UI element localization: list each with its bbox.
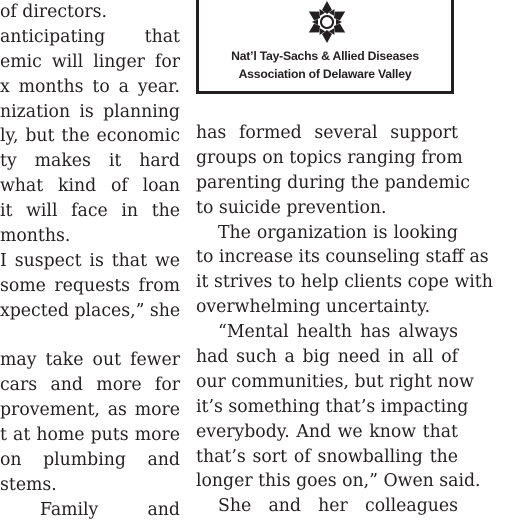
left-line: some requests from: [0, 275, 180, 296]
right-line: The organization is looking: [218, 222, 458, 243]
left-line: on plumbing and: [0, 450, 180, 471]
right-line: to suicide prevention.: [196, 197, 387, 218]
left-line: months.: [0, 226, 71, 247]
left-line: of directors.: [0, 2, 108, 22]
left-line: stems.: [0, 474, 57, 495]
right-line: overwhelming uncertainty.: [196, 297, 431, 318]
right-line: it’s something that’s impacting: [196, 396, 469, 417]
right-line: “Mental health has always: [218, 322, 458, 343]
right-line: everybody. And we know that: [196, 421, 458, 442]
left-line: ly, but the economic: [0, 126, 180, 147]
left-line: ty makes it hard: [0, 151, 180, 172]
right-line: has formed several support: [196, 123, 458, 143]
right-line: that’s sort of snowballing the: [196, 446, 458, 467]
left-line: what kind of loan: [0, 176, 180, 197]
right-line: had such a big need in all of: [196, 347, 458, 368]
organization-logo-box: [196, 0, 454, 94]
left-line: cars and more for: [0, 375, 180, 396]
star-flower-logo-icon: [302, 0, 352, 45]
left-line: t at home puts more: [0, 425, 180, 446]
right-line: longer this goes on,” Owen said.: [196, 471, 481, 492]
left-line: may take out fewer: [0, 350, 180, 371]
left-line: emic will linger for: [0, 51, 180, 72]
left-line: provement, as more: [0, 400, 180, 421]
left-line: Family and: [40, 499, 180, 520]
right-line: She and her colleagues: [218, 496, 458, 517]
left-line: I suspect is that we: [0, 250, 180, 271]
right-line: parenting during the pandemic: [196, 172, 470, 193]
left-line: it will face in the: [0, 201, 180, 222]
left-line: [0, 324, 180, 349]
right-line: it strives to help clients cope with: [196, 272, 493, 293]
left-line: x months to a year.: [0, 76, 180, 97]
right-line: to increase its counseling staff as: [196, 247, 489, 268]
right-line: groups on topics ranging from: [196, 147, 463, 168]
right-line: our communities, but right now: [196, 371, 474, 392]
organization-name: Nat’l Tay-Sachs & Allied Diseases: [231, 49, 419, 63]
left-line: xpected places,” she: [0, 300, 181, 321]
left-line: anticipating that: [0, 26, 180, 47]
right-article-column: [196, 121, 493, 519]
left-article-column: [0, 0, 180, 523]
left-line: nization is planning: [0, 101, 180, 122]
organization-region: Association of Delaware Valley: [238, 67, 412, 81]
